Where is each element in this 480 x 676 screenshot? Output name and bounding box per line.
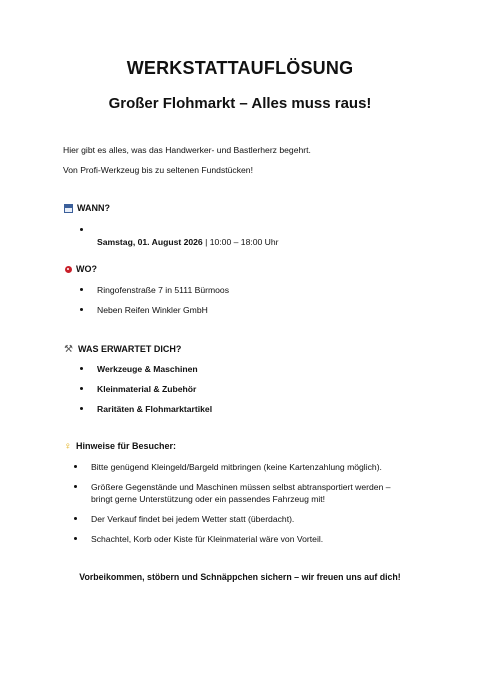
bullet-icon: [80, 308, 83, 311]
page-title: WERKSTATTAUFLÖSUNG: [126, 58, 354, 78]
offer-item: Kleinmaterial & Zubehör: [97, 384, 197, 394]
list-item: [80, 224, 279, 248]
hint-item: Größere Gegenstände und Maschinen müssen selbst abtransportiert werden – bringt gerne Unterstützung oder ein passendes Fahrzeug mit!: [91, 482, 391, 504]
section-wann-heading: [64, 203, 110, 213]
pin-icon: [65, 266, 72, 273]
list-item: [74, 481, 391, 505]
list-item: [74, 461, 382, 473]
hint-item: Der Verkauf findet bei jedem Wetter statt (überdacht).: [91, 514, 295, 524]
section-wann-label: WANN?: [77, 203, 110, 213]
event-date: Samstag, 01. August 2026: [97, 237, 203, 247]
page-subtitle: Großer Flohmarkt – Alles muss raus!: [108, 95, 372, 112]
list-item: [74, 533, 323, 545]
lightbulb-icon: ♀: [64, 440, 72, 452]
calendar-icon: [64, 204, 73, 213]
location-landmark: Neben Reifen Winkler GmbH: [97, 305, 208, 315]
offer-item: Raritäten & Flohmarktartikel: [97, 404, 213, 414]
list-item: [80, 363, 198, 375]
closing-line: Vorbeikommen, stöbern und Schnäppchen sichern – wir freuen uns auf dich!: [79, 572, 401, 582]
event-time: | 10:00 – 18:00 Uhr: [202, 237, 279, 247]
offer-item: Werkzeuge & Maschinen: [97, 364, 198, 374]
intro-line-2: Von Profi-Werkzeug bis zu seltenen Fundstücken!: [63, 165, 253, 175]
bullet-icon: [80, 367, 83, 370]
bullet-icon: [74, 517, 77, 520]
section-hinweise-heading: [64, 441, 176, 451]
intro-line-1: Hier gibt es alles, was das Handwerker- und Bastlerherz begehrt.: [63, 145, 311, 155]
section-erwartet-heading: [64, 344, 181, 354]
section-wo-label: WO?: [76, 264, 97, 274]
bullet-icon: [74, 537, 77, 540]
bullet-icon: [80, 387, 83, 390]
bullet-icon: [74, 465, 77, 468]
bullet-icon: [80, 288, 83, 291]
list-item: [80, 383, 196, 395]
bullet-icon: [80, 407, 83, 410]
section-hinweise-label: Hinweise für Besucher:: [76, 441, 177, 451]
section-erwartet-label: WAS ERWARTET DICH?: [78, 344, 182, 354]
list-item: [80, 284, 229, 296]
location-address: Ringofenstraße 7 in 5111 Bürmoos: [97, 285, 230, 295]
bullet-icon: [80, 228, 83, 231]
bullet-icon: [74, 485, 77, 488]
hint-item: Schachtel, Korb oder Kiste für Kleinmaterial wäre von Vorteil.: [91, 534, 324, 544]
hint-item: Bitte genügend Kleingeld/Bargeld mitbringen (keine Kartenzahlung möglich).: [91, 462, 382, 472]
list-item: [80, 403, 212, 415]
list-item: [80, 304, 208, 316]
tools-icon: ⚒: [64, 343, 73, 355]
list-item: [74, 513, 294, 525]
section-wo-heading: [64, 264, 97, 274]
